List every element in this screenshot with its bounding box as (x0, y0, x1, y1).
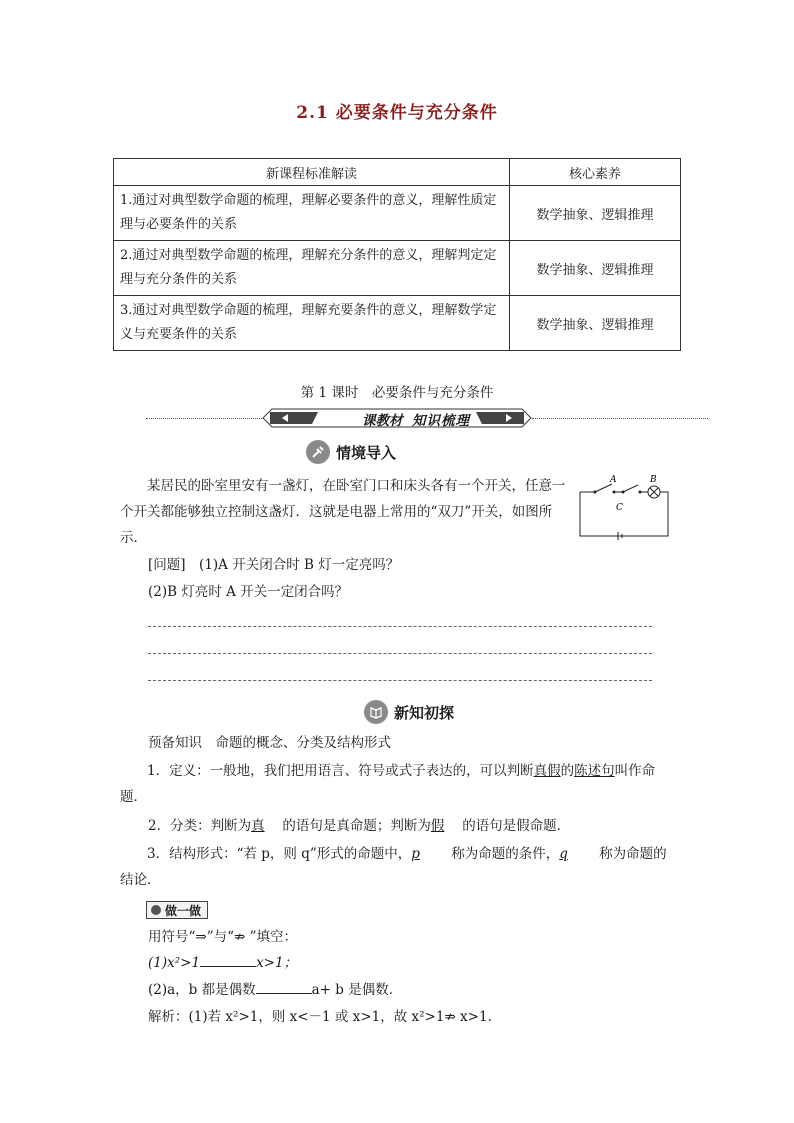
structure-text-a: 3．结构形式：“若 p，则 q”形式的命题中， (147, 846, 412, 862)
definition-text-c: 叫作命题． (120, 763, 656, 805)
table-row (114, 241, 681, 296)
question-2: (2)B 灯亮时 A 开关一定闭合吗？ (148, 584, 349, 600)
definition-text-a: 1．定义：一般地，我们把用语言、符号或式子表达的，可以判断 (147, 763, 534, 779)
answer-line-3 (148, 680, 652, 681)
classification-text-c: 的语句是假命题． (462, 818, 571, 834)
table-cell-literacy: 数学抽象、逻辑推理 (510, 186, 681, 241)
answer-line-2 (148, 653, 652, 654)
circuit-diagram (576, 474, 672, 542)
structure-paragraph (120, 841, 680, 893)
practice-solution: 解析：(1)若 x²>1，则 x<－1 或 x>1，故 x²>1⇏ x>1. (148, 1009, 492, 1025)
situation-heading-text: 情境导入 (336, 443, 397, 462)
practice-blank-1[interactable] (200, 952, 256, 967)
table-row (114, 296, 681, 351)
structure-text-b: 称为命题的条件， (451, 846, 560, 862)
new-knowledge-heading-text: 新知初探 (394, 703, 455, 722)
practice-item-2 (148, 977, 402, 1003)
structure-text-c: 称为命题的结论． (120, 846, 667, 888)
question-1 (148, 552, 399, 578)
practice-item-1-left: (1)x²>1 (148, 955, 201, 971)
table-header-row (114, 159, 681, 186)
lesson-title: 第 1 课时 必要条件与充分条件 (300, 385, 494, 401)
classification-text-a: 2．分类：判断为 (148, 818, 252, 834)
banner-divider-left (146, 418, 262, 419)
banner-divider-right (532, 418, 708, 419)
practice-item-1 (148, 950, 297, 976)
practice-tag (146, 901, 208, 919)
classification-fill-2: 假 (430, 818, 445, 834)
table-header-literacy: 核心素养 (510, 159, 681, 186)
situation-heading (306, 440, 396, 464)
definition-fill-2: 陈述句 (574, 763, 615, 779)
question-tag: [问题] (148, 557, 186, 573)
lamp-icon (306, 440, 330, 464)
page-title: 2.1 必要条件与充分条件 (296, 103, 498, 123)
classification-fill-1: 真 (251, 818, 265, 834)
answer-line-1 (148, 626, 652, 627)
practice-item-2-left: (2)a，b 都是偶数 (148, 982, 256, 998)
classification-text-b: 的语句是真命题；判断为 (282, 818, 431, 834)
classification-paragraph (148, 813, 570, 839)
practice-blank-2[interactable] (256, 979, 312, 994)
definition-paragraph (120, 758, 680, 810)
situation-paragraph: 某居民的卧室里安有一盏灯，在卧室门口和床头各有一个开关，任意一个开关都能够独立控制这盏灯．这就是电器上常用的“双刀”开关，如图所示． (120, 478, 566, 546)
prep-title: 预备知识 命题的概念、分类及结构形式 (148, 735, 391, 751)
practice-arrow-icon (151, 905, 161, 915)
question-1-text: (1)A 开关闭合时 B 灯一定亮吗？ (199, 557, 400, 573)
practice-instruction: 用符号“⇒”与“⇏ ”填空： (148, 929, 298, 945)
definition-text-b: 的 (560, 763, 575, 779)
practice-item-2-right: a+ b 是偶数． (311, 982, 403, 998)
table-cell-standard: 1.通过对典型数学命题的梳理，理解必要条件的意义，理解性质定理与必要条件的关系 (114, 186, 510, 241)
definition-fill-1: 真假 (533, 763, 561, 779)
structure-fill-2: q (559, 846, 568, 862)
table-cell-standard: 3.通过对典型数学命题的梳理，理解充要条件的意义，理解数学定义与充要条件的关系 (114, 296, 510, 351)
table-cell-literacy: 数学抽象、逻辑推理 (510, 241, 681, 296)
table-cell-standard: 2.通过对典型数学命题的梳理，理解充分条件的意义，理解判定定理与充分条件的关系 (114, 241, 510, 296)
banner-left-text: 课教材 (362, 413, 403, 429)
structure-fill-1: p (411, 846, 420, 862)
circuit-label-b: B (650, 475, 657, 485)
table-header-standard: 新课程标准解读 (114, 159, 510, 186)
circuit-label-a: A (610, 475, 617, 485)
practice-tag-text: 做一做 (165, 903, 202, 918)
circuit-label-c: C (616, 503, 623, 513)
section-banner (262, 408, 532, 428)
banner-right-text: 知识梳理 (412, 413, 470, 429)
table-row (114, 186, 681, 241)
book-icon (364, 700, 388, 724)
curriculum-table (113, 158, 681, 351)
new-knowledge-heading (364, 700, 454, 724)
practice-item-1-right: x>1； (256, 955, 298, 971)
table-cell-literacy: 数学抽象、逻辑推理 (510, 296, 681, 351)
